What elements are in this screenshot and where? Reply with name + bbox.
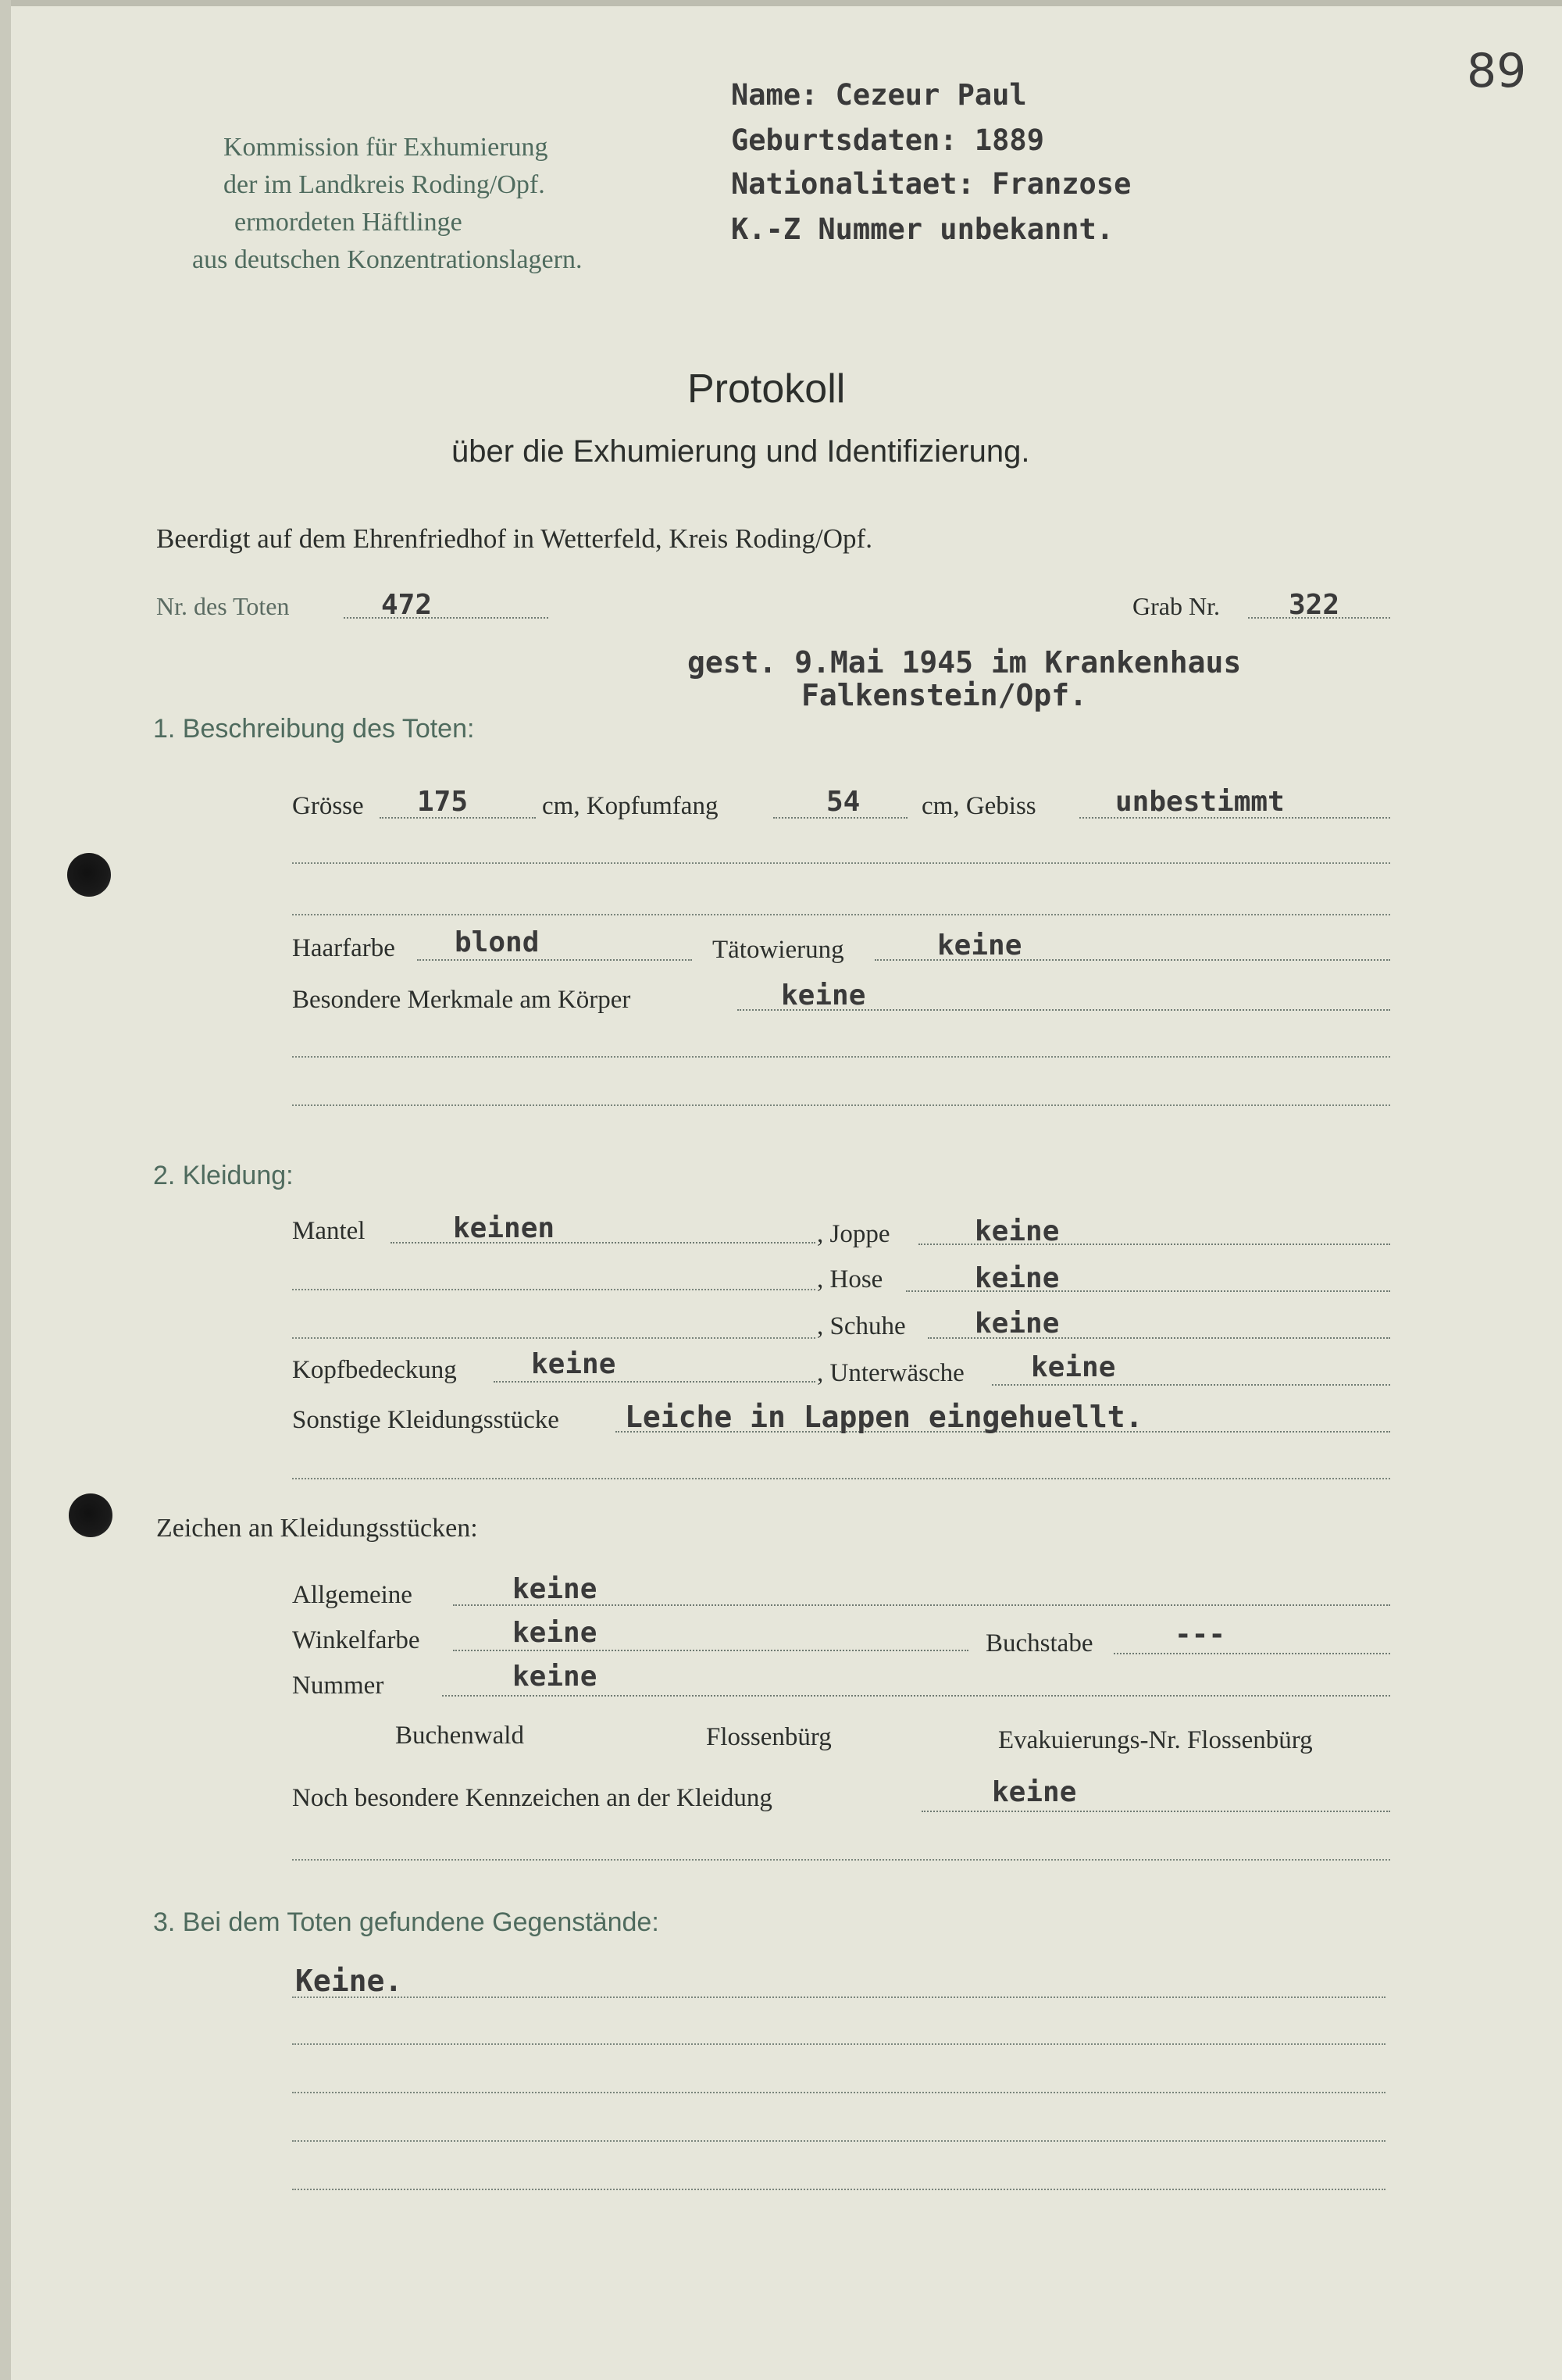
sonstige-value: Leiche in Lappen eingehuellt.: [625, 1400, 1143, 1434]
noch-kennzeichen-line: [922, 1811, 1390, 1812]
typed-nationality: Nationalitaet: Franzose: [731, 167, 1132, 201]
blank-line: [292, 1996, 1385, 1998]
typed-kz-number: K.-Z Nummer unbekannt.: [731, 212, 1114, 246]
winkelfarbe-value: keine: [512, 1617, 597, 1649]
column-label-buchenwald: Buchenwald: [395, 1722, 524, 1750]
dead-no-value: 472: [381, 589, 433, 621]
groesse-value: 175: [417, 786, 469, 818]
joppe-value: keine: [975, 1215, 1060, 1247]
sonstige-label: Sonstige Kleidungsstücke: [292, 1406, 559, 1434]
typed-name: Name: Cezeur Paul: [731, 78, 1027, 112]
buchstabe-line: [1114, 1653, 1390, 1654]
death-note-line-1: gest. 9.Mai 1945 im Krankenhaus: [687, 645, 1242, 680]
commission-line-2: der im Landkreis Roding/Opf.: [223, 170, 545, 199]
gebiss-value: unbestimmt: [1115, 786, 1285, 818]
merkmale-value: keine: [781, 979, 866, 1012]
haarfarbe-label: Haarfarbe: [292, 934, 395, 962]
groesse-label: Grösse: [292, 792, 364, 820]
column-label-flossenbuerg: Flossenbürg: [706, 1723, 832, 1751]
kopfbedeckung-label: Kopfbedeckung: [292, 1356, 457, 1384]
unterwaesche-label: , Unterwäsche: [817, 1359, 965, 1387]
cm-gebiss-label: cm, Gebiss: [922, 792, 1036, 820]
blank-line: [292, 914, 1390, 915]
page-number: 89: [1467, 44, 1527, 98]
dead-no-label: Nr. des Toten: [156, 592, 290, 620]
blank-line: [292, 2092, 1385, 2093]
unterwaesche-line: [992, 1384, 1390, 1386]
column-label-evakuierung: Evakuierungs-Nr. Flossenbürg: [998, 1726, 1313, 1754]
blank-line: [292, 1056, 1390, 1058]
blank-line: [292, 2043, 1385, 2045]
taetowierung-value: keine: [937, 930, 1022, 962]
page-subtitle: über die Exhumierung und Identifizierung.: [451, 434, 1030, 469]
noch-kennzeichen-value: keine: [992, 1776, 1077, 1808]
section2-heading: 2. Kleidung:: [153, 1161, 294, 1190]
buchstabe-label: Buchstabe: [986, 1629, 1093, 1657]
cm-kopfumfang-label: cm, Kopfumfang: [542, 792, 719, 820]
kopfumfang-value: 54: [826, 786, 861, 818]
zeichen-heading: Zeichen an Kleidungsstücken:: [156, 1514, 478, 1543]
blank-line: [292, 1478, 1390, 1479]
blank-line: [292, 1289, 815, 1290]
dead-no-line: [344, 617, 548, 619]
schuhe-label: , Schuhe: [817, 1312, 906, 1340]
blank-line: [292, 2189, 1385, 2190]
hose-label: , Hose: [817, 1265, 883, 1293]
unterwaesche-value: keine: [1031, 1351, 1116, 1383]
blank-line: [292, 862, 1390, 864]
kopfbedeckung-line: [494, 1381, 815, 1383]
nummer-label: Nummer: [292, 1672, 384, 1700]
allgemeine-label: Allgemeine: [292, 1581, 412, 1609]
blank-line: [292, 1859, 1390, 1861]
winkelfarbe-label: Winkelfarbe: [292, 1626, 420, 1654]
blank-line: [292, 1104, 1390, 1106]
page-title: Protokoll: [687, 366, 846, 412]
mantel-value: keinen: [453, 1212, 555, 1244]
hose-value: keine: [975, 1262, 1060, 1294]
commission-line-4: aus deutschen Konzentrationslagern.: [192, 245, 583, 274]
schuhe-value: keine: [975, 1308, 1060, 1340]
section3-heading: 3. Bei dem Toten gefundene Gegenstände:: [153, 1907, 659, 1937]
kopfbedeckung-value: keine: [531, 1348, 616, 1380]
section3-value: Keine.: [295, 1964, 403, 1998]
haarfarbe-value: blond: [455, 926, 540, 958]
mantel-label: Mantel: [292, 1217, 366, 1245]
nummer-value: keine: [512, 1661, 597, 1693]
punch-hole-top: [67, 853, 111, 897]
death-note-line-2: Falkenstein/Opf.: [801, 678, 1088, 712]
winkelfarbe-line: [453, 1650, 968, 1651]
commission-line-1: Kommission für Exhumierung: [223, 133, 548, 162]
grave-no-label: Grab Nr.: [1132, 592, 1220, 620]
punch-hole-bottom: [69, 1493, 112, 1537]
burial-line: Beerdigt auf dem Ehrenfriedhof in Wetterfeld, Kreis Roding/Opf.: [156, 523, 872, 554]
merkmale-label: Besondere Merkmale am Körper: [292, 986, 631, 1014]
commission-line-3: ermordeten Häftlinge: [234, 208, 462, 237]
typed-birth: Geburtsdaten: 1889: [731, 123, 1044, 157]
blank-line: [292, 1337, 815, 1339]
page-top-edge: [0, 0, 1562, 6]
allgemeine-value: keine: [512, 1573, 597, 1605]
blank-line: [292, 2140, 1385, 2142]
page-left-edge: [0, 0, 11, 2380]
buchstabe-value: ---: [1175, 1618, 1226, 1650]
joppe-label: , Joppe: [817, 1220, 890, 1248]
grave-no-value: 322: [1289, 589, 1340, 621]
section1-heading: 1. Beschreibung des Toten:: [153, 714, 475, 744]
nummer-line: [442, 1695, 1390, 1697]
haarfarbe-line: [417, 959, 692, 961]
noch-kennzeichen-label: Noch besondere Kennzeichen an der Kleidung: [292, 1784, 772, 1812]
taetowierung-label: Tätowierung: [712, 936, 844, 964]
